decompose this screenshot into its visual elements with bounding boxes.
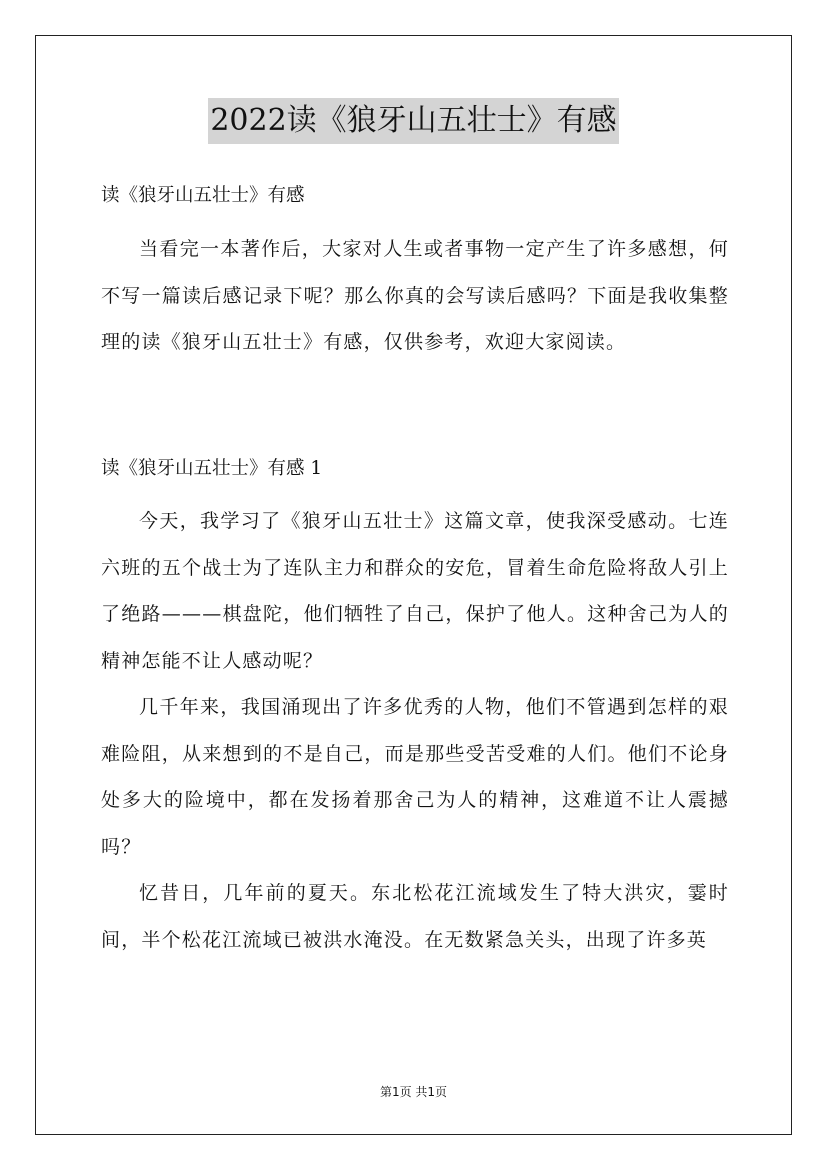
document-title: 2022读《狼牙山五壮士》有感 [208,98,618,144]
intro-paragraph: 当看完一本著作后，大家对人生或者事物一定产生了许多感想，何不写一篇读后感记录下呢？那么你真的会写读后感吗？下面是我收集整理的读《狼牙山五壮士》有感，仅供参考，欢迎大家阅读。 [101,238,729,353]
subheading-intro: 读《狼牙山五壮士》有感 [101,185,305,206]
body-paragraph-3: 忆昔日，几年前的夏天。东北松花江流域发生了特大洪灾，霎时间，半个松花江流域已被洪水淹没。在无数紧急关头，出现了许多英 [101,882,729,951]
title-container [0,98,827,144]
page-footer: 第1页 共1页 [379,1085,448,1099]
subheading-essay-1: 读《狼牙山五壮士》有感 1 [101,458,323,479]
body-paragraph-2: 几千年来，我国涌现出了许多优秀的人物，他们不管遇到怎样的艰难险阻，从来想到的不是自己，而是那些受苦受难的人们。他们不论身处多大的险境中，都在发扬着那舍己为人的精神，这难道不让人震撼吗？ [101,696,729,858]
body-paragraph-1: 今天，我学习了《狼牙山五壮士》这篇文章，使我深受感动。七连六班的五个战士为了连队主力和群众的安危，冒着生命危险将敌人引上了绝路———棋盘陀，他们牺牲了自己，保护了他人。这种舍己为人的精神怎能不让人感动呢？ [101,510,729,672]
